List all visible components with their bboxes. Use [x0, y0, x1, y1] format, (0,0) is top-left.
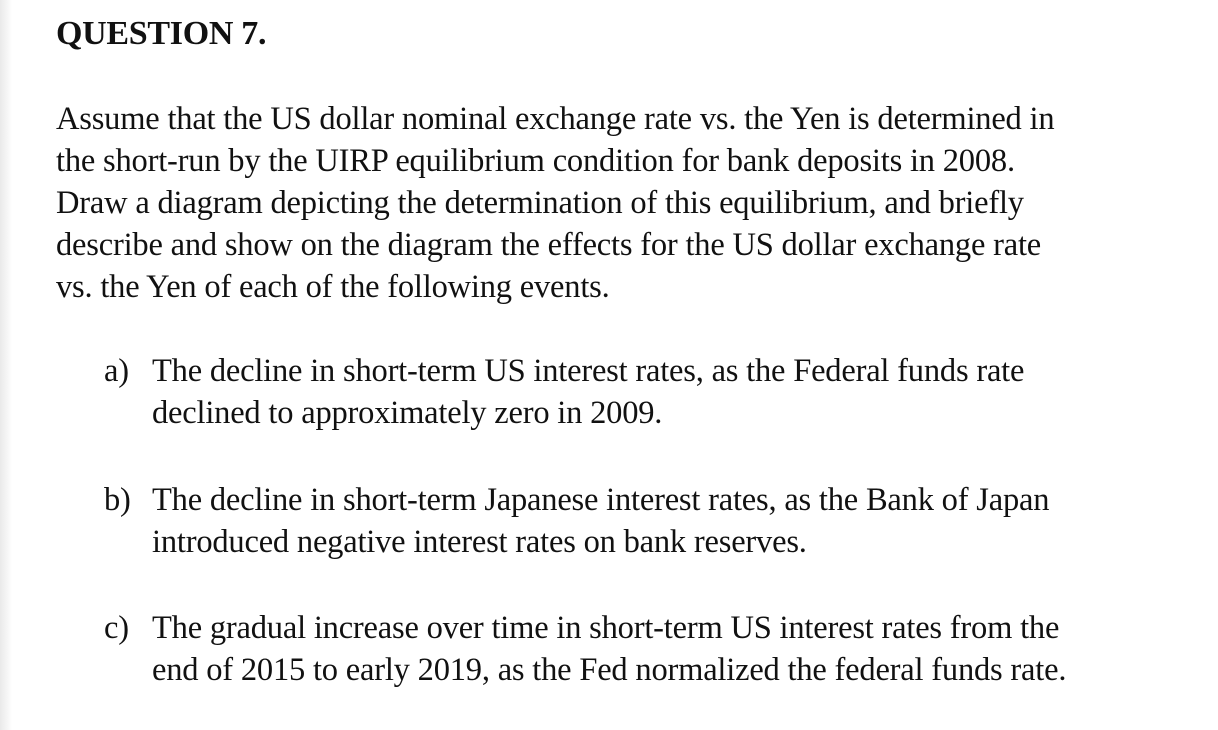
list-marker-c: c)	[104, 610, 129, 646]
intro-line: describe and show on the diagram the effects for the US dollar exchange rate	[56, 227, 1042, 263]
intro-line: the short-run by the UIRP equilibrium condition for bank deposits in 2008.	[56, 143, 1015, 179]
list-item-line: introduced negative interest rates on bank reserves.	[152, 524, 807, 560]
question-intro	[56, 98, 1206, 308]
list-item-text-c	[152, 607, 1212, 691]
intro-line: Assume that the US dollar nominal exchange rate vs. the Yen is determined in	[56, 101, 1055, 137]
list-item-line: declined to approximately zero in 2009.	[152, 395, 663, 431]
page-edge-shadow	[0, 0, 12, 730]
list-item-line: The decline in short-term US interest rates, as the Federal funds rate	[152, 353, 1025, 389]
intro-line: vs. the Yen of each of the following events.	[56, 269, 610, 305]
list-item-line: The decline in short-term Japanese interest rates, as the Bank of Japan	[152, 482, 1050, 518]
intro-line: Draw a diagram depicting the determination of this equilibrium, and briefly	[56, 185, 1024, 221]
list-item-line: end of 2015 to early 2019, as the Fed normalized the federal funds rate.	[152, 652, 1067, 688]
list-item-text-a	[152, 350, 1212, 434]
list-marker-b: b)	[104, 482, 131, 518]
list-marker-a: a)	[104, 353, 129, 389]
list-item-line: The gradual increase over time in short-term US interest rates from the	[152, 610, 1060, 646]
question-heading: QUESTION 7.	[56, 15, 267, 52]
list-item-text-b	[152, 479, 1212, 563]
